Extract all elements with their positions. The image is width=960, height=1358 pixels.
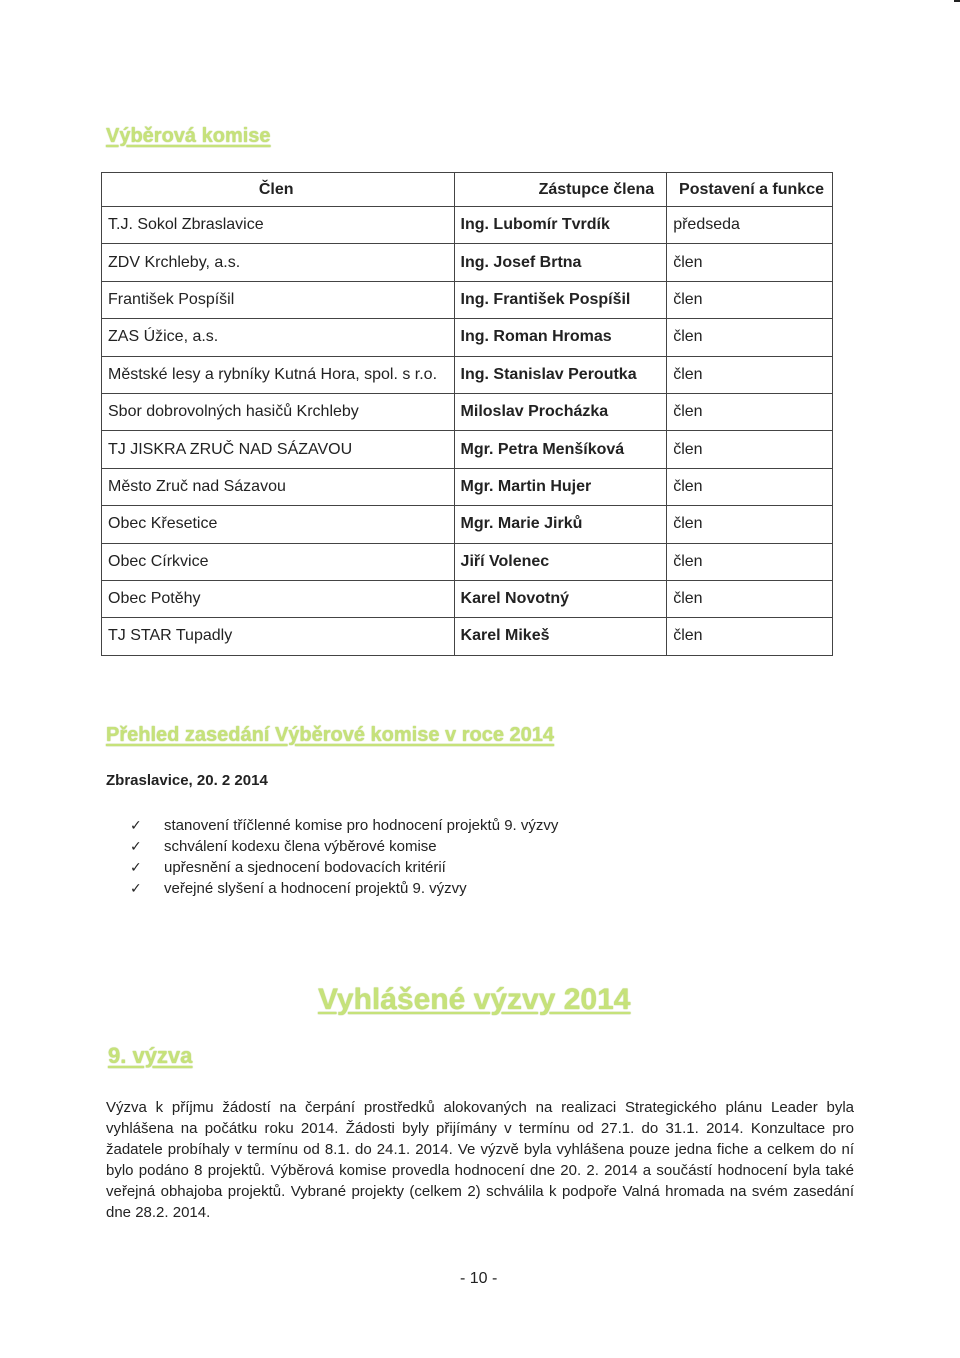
cell-role: člen <box>667 431 833 468</box>
table-row <box>102 543 833 580</box>
cell-representative: Ing. Lubomír Tvrdík <box>454 207 667 244</box>
cell-representative: Mgr. Martin Hujer <box>454 468 667 505</box>
table-row <box>102 207 833 244</box>
cell-role: člen <box>667 580 833 617</box>
cell-role: člen <box>667 281 833 318</box>
cell-member: Městské lesy a rybníky Kutná Hora, spol. s r.o. <box>102 356 455 393</box>
agenda-item-text: schválení kodexu člena výběrové komise <box>164 838 437 855</box>
cell-role: člen <box>667 468 833 505</box>
header-member: Člen <box>102 173 455 207</box>
table-row <box>102 356 833 393</box>
cell-role: člen <box>667 506 833 543</box>
corner-mark <box>954 0 960 2</box>
cell-role: člen <box>667 319 833 356</box>
cell-representative: Karel Novotný <box>454 580 667 617</box>
cell-role: člen <box>667 543 833 580</box>
cell-member: Obec Potěhy <box>102 580 455 617</box>
table-row <box>102 506 833 543</box>
cell-role: člen <box>667 393 833 430</box>
cell-representative: Ing. František Pospíšil <box>454 281 667 318</box>
cell-member: TJ STAR Tupadly <box>102 618 455 655</box>
cell-representative: Ing. Stanislav Peroutka <box>454 356 667 393</box>
meeting-date: Zbraslavice, 20. 2 2014 <box>106 772 268 789</box>
checkmark-icon: ✓ <box>130 838 142 854</box>
agenda-item-text: stanovení tříčlenné komise pro hodnocení projektů 9. výzvy <box>164 817 559 834</box>
cell-representative: Jiří Volenec <box>454 543 667 580</box>
checkmark-icon: ✓ <box>130 880 142 896</box>
cell-member: František Pospíšil <box>102 281 455 318</box>
header-role: Postavení a funkce <box>667 173 833 207</box>
checkmark-icon: ✓ <box>130 859 142 875</box>
cell-member: TJ JISKRA ZRUČ NAD SÁZAVOU <box>102 431 455 468</box>
cell-member: ZDV Krchleby, a.s. <box>102 244 455 281</box>
cell-representative: Ing. Josef Brtna <box>454 244 667 281</box>
heading-9-vyzva: 9. výzva <box>108 1043 193 1068</box>
committee-table <box>101 172 833 656</box>
cell-representative: Karel Mikeš <box>454 618 667 655</box>
agenda-item <box>130 836 558 857</box>
checkmark-icon: ✓ <box>130 817 142 833</box>
cell-representative: Mgr. Petra Menšíková <box>454 431 667 468</box>
cell-representative: Miloslav Procházka <box>454 393 667 430</box>
cell-member: ZAS Úžice, a.s. <box>102 319 455 356</box>
heading-vyhlasene-vyzvy: Vyhlášené výzvy 2014 <box>318 983 631 1016</box>
cell-representative: Ing. Roman Hromas <box>454 319 667 356</box>
table-row <box>102 580 833 617</box>
agenda-item <box>130 878 558 899</box>
cell-member: Obec Církvice <box>102 543 455 580</box>
agenda-item <box>130 815 558 836</box>
vyzva-paragraph: Výzva k příjmu žádostí na čerpání prostředků alokovaných na realizaci Strategického plánu Leader byla vyhlášena na počátku roku 2014. Žádosti byly přijímány v termínu od 27.1. do 31.1. 2014. Konzultace pro žadatele probíhaly v termínu od 8.1. do 24.1. 2014. Ve výzvě byla vyhlášena pouze jedna fiche a celkem do ní bylo podáno 8 projektů. Výběrová komise provedla hodnocení dne 20. 2. 2014 a součástí hodnocení byla také veřejná obhajoba projektů. Vybrané projekty (celkem 2) schválila k podpoře Valná hromada na svém zasedání dne 28.2. 2014. <box>106 1099 854 1221</box>
cell-role: člen <box>667 618 833 655</box>
agenda-list <box>130 815 558 899</box>
cell-member: T.J. Sokol Zbraslavice <box>102 207 455 244</box>
table-row <box>102 468 833 505</box>
table-row <box>102 281 833 318</box>
table-row <box>102 393 833 430</box>
cell-member: Sbor dobrovolných hasičů Krchleby <box>102 393 455 430</box>
page-number: - 10 - <box>460 1270 498 1287</box>
agenda-item-text: upřesnění a sjednocení bodovacích kritérií <box>164 859 446 876</box>
cell-role: člen <box>667 356 833 393</box>
cell-member: Město Zruč nad Sázavou <box>102 468 455 505</box>
cell-member: Obec Křesetice <box>102 506 455 543</box>
cell-role: člen <box>667 244 833 281</box>
table-header-row <box>102 173 833 207</box>
table-row <box>102 431 833 468</box>
agenda-item-text: veřejné slyšení a hodnocení projektů 9. výzvy <box>164 880 467 897</box>
cell-role: předseda <box>667 207 833 244</box>
table-body <box>102 207 833 656</box>
heading-prehled-zasedani: Přehled zasedání Výběrové komise v roce 2014 <box>106 724 555 746</box>
table-row <box>102 319 833 356</box>
table-row <box>102 618 833 655</box>
header-representative: Zástupce člena <box>454 173 667 207</box>
table-row <box>102 244 833 281</box>
cell-representative: Mgr. Marie Jirků <box>454 506 667 543</box>
agenda-item <box>130 857 558 878</box>
heading-vyberova-komise: Výběrová komise <box>106 125 271 147</box>
